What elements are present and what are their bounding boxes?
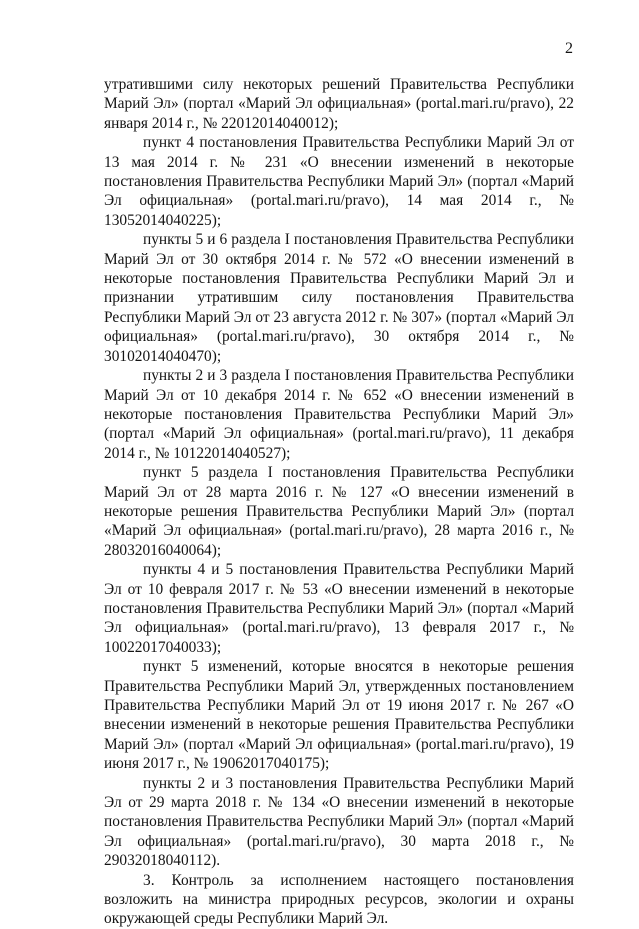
page-number: 2 <box>565 40 573 57</box>
paragraph-item: пункты 4 и 5 постановления Правительства Республики Марий Эл от 10 февраля 2017 г. № 53 «О внесении изменений в некоторые постановления Правительства Республики Марий Эл» (портал «Марий Эл официальная» (portal.mari.ru/pravo), 13 февраля 2017 г., № 10022017040033); <box>104 561 574 656</box>
paragraph-item: пункт 5 изменений, которые вносятся в некоторые решения Правительства Республики Марий Эл, утвержденных постановлением Правительства Республики Марий Эл от 19 июня 2017 г. № 267 «О внесении изменений в некоторые решения Правительства Республики Марий Эл» (портал «Марий Эл официальная» (portal.mari.ru/pravo), 19 июня 2017 г., № 19062017040175); <box>104 658 574 773</box>
paragraph-item: пункт 5 раздела I постановления Правительства Республики Марий Эл от 28 марта 2016 г. № 127 «О внесении изменений в некоторые решения Правительства Республики Марий Эл» (портал «Марий Эл официальная» (portal.mari.ru/pravo), 28 марта 2016 г., № 28032016040064); <box>104 464 574 559</box>
paragraph-item: пункты 2 и 3 постановления Правительства Республики Марий Эл от 29 марта 2018 г. № 134 «О внесении изменений в некоторые постановления Правительства Республики Марий Эл» (портал «Марий Эл официальная» (portal.mari.ru/pravo), 30 марта 2018 г., № 29032018040112). <box>104 774 574 870</box>
paragraph-item: пункты 2 и 3 раздела I постановления Правительства Республики Марий Эл от 10 декабря 2014 г. № 652 «О внесении изменений в некоторые постановления Правительства Республики Марий Эл» (портал «Марий Эл официальная» (portal.mari.ru/pravo), 11 декабря 2014 г., № 10122014040527); <box>104 367 574 462</box>
paragraph-item: пункт 4 постановления Правительства Республики Марий Эл от 13 мая 2014 г. № 231 «О внесении изменений в некоторые постановления Правительства Республики Марий Эл» (портал «Марий Эл официальная» (portal.mari.ru/pravo), 14 мая 2014 г., № 13052014040225); <box>104 134 574 229</box>
paragraph-continuation: утратившими силу некоторых решений Правительства Республики Марий Эл» (портал «Марий Эл официальная» (portal.mari.ru/pravo), 22 января 2014 г., № 22012014040012); <box>104 76 574 132</box>
paragraph-item: пункты 5 и 6 раздела I постановления Правительства Республики Марий Эл от 30 октября 2014 г. № 572 «О внесении изменений в некоторые постановления Правительства Республики Марий Эл и признании утратившим силу постановления Правительства Республики Марий Эл от 23 августа 2012 г. № 307» (портал «Марий Эл официальная» (portal.mari.ru/pravo), 30 октября 2014 г., № 30102014040470); <box>104 231 574 365</box>
document-body <box>104 75 574 929</box>
paragraph-control-clause: 3. Контроль за исполнением настоящего постановления возложить на министра природных ресурсов, экологии и охраны окружающей среды Республики Марий Эл. <box>104 871 574 928</box>
